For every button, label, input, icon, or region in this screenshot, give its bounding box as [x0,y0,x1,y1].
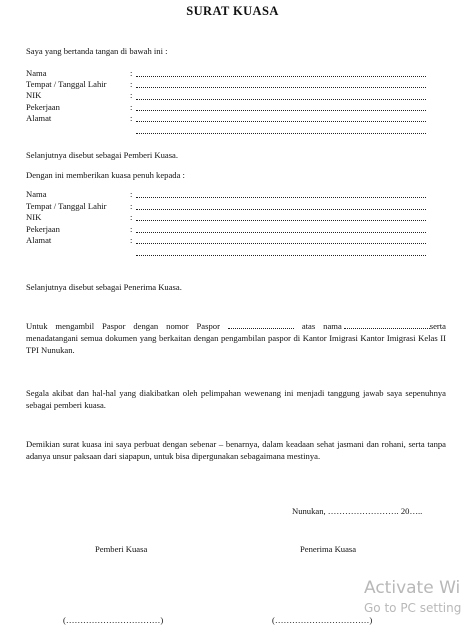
intro-text: Saya yang bertanda tangan di bawah ini : [26,46,168,56]
colon: : [130,224,133,234]
colon: : [130,79,133,89]
field-label-pekerjaan: Pekerjaan [26,224,60,234]
colon: : [130,113,133,123]
closing-paragraph: Demikian surat kuasa ini saya perbuat dengan sebenar – benarnya, dalam keadaan sehat jasmani dan rohani, serta tanpa adanya unsur paksaan dari siapapun, untuk bisa dipergunakan sebagaimana mestinya. [26,439,446,461]
fill-line [136,121,426,122]
activation-watermark-subtitle: Go to PC setting [364,601,462,615]
field-label-ttl: Tempat / Tanggal Lahir [26,201,107,211]
field-label-nik: NIK [26,212,42,222]
field-label-nama: Nama [26,189,47,199]
field-label-alamat: Alamat [26,235,52,245]
grant-intro: Dengan ini memberikan kuasa penuh kepada : [26,170,185,180]
purpose-paragraph [26,320,446,356]
signature-line-pemberi: (……………………………) [63,615,164,625]
purpose-text-2: atas nama [301,321,342,331]
colon: : [130,189,133,199]
fill-line [136,209,426,210]
colon: : [130,90,133,100]
consequence-paragraph: Segala akibat dan hal-hal yang diakibatkan oleh pelimpahan wewenang ini menjadi tanggung jawab saya sepenuhnya sebagai pemberi kuasa. [26,388,446,410]
field-label-alamat: Alamat [26,113,52,123]
fill-line [136,232,426,233]
place-date: Nunukan, ……………………. 20….. [292,506,423,516]
penerima-note: Selanjutnya disebut sebagai Penerima Kuasa. [26,282,182,292]
field-label-nama: Nama [26,68,47,78]
passport-number-blank [228,320,294,329]
colon: : [130,212,133,222]
purpose-text-1: Untuk mengambil Paspor dengan nomor Paspor [26,321,220,331]
fill-line [136,87,426,88]
signature-label-pemberi: Pemberi Kuasa [95,544,148,554]
field-label-ttl: Tempat / Tanggal Lahir [26,79,107,89]
fill-line [136,76,426,77]
field-label-pekerjaan: Pekerjaan [26,102,60,112]
name-blank [344,320,430,329]
fill-line [136,220,426,221]
purpose-text-rest: menadatangani semua dokumen yang berkaitan dengan pengambilan paspor di Kantor Imigrasi Kantor Imigrasi Kelas II TPI Nunukan. [26,333,446,355]
signature-line-penerima: (……………………………) [272,615,373,625]
activation-watermark-title: Activate Wi [364,578,461,598]
field-label-nik: NIK [26,90,42,100]
fill-line [136,110,426,111]
fill-line [136,133,426,134]
colon: : [130,68,133,78]
fill-line [136,255,426,256]
fill-line [136,243,426,244]
pemberi-note: Selanjutnya disebut sebagai Pemberi Kuasa. [26,150,179,160]
signature-label-penerima: Penerima Kuasa [300,544,357,554]
colon: : [130,102,133,112]
fill-line [136,99,426,100]
purpose-text-3: serta [429,321,446,331]
colon: : [130,235,133,245]
colon: : [130,201,133,211]
fill-line [136,197,426,198]
document-title: SURAT KUASA [186,4,279,18]
